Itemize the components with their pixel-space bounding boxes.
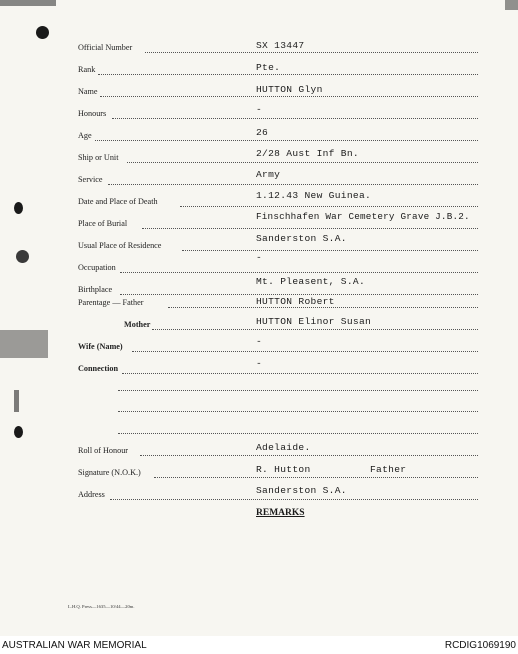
label-honours: Honours [78,109,107,118]
label-rank: Rank [78,65,96,74]
label-occupation: Occupation [78,263,116,272]
dotted-line [180,206,478,207]
value-age: 26 [256,127,269,138]
blank-line [118,433,478,434]
scan-smudge-top [0,0,56,6]
value-usual-place-of-residence: Sanderston S.A. [256,233,347,244]
label-roll-of-honour: Roll of Honour [78,446,129,455]
dotted-line [127,162,478,163]
scan-smudge-middle [0,330,48,358]
dotted-line [142,228,478,229]
value-ship-or-unit: 2/28 Aust Inf Bn. [256,148,359,159]
scan-smudge-right-top [505,0,518,10]
label-date-place-of-death: Date and Place of Death [78,197,158,206]
value-date-place-of-death: 1.12.43 New Guinea. [256,190,372,201]
dotted-line [132,351,478,352]
value-signature-relation: Father [370,464,407,475]
blank-line [118,390,478,391]
label-name: Name [78,87,98,96]
footer-record-id: RCDIG1069190 [444,640,516,651]
label-ship-or-unit: Ship or Unit [78,153,119,162]
dotted-line [122,373,478,374]
dotted-line [108,184,478,185]
label-connection: Connection [78,364,119,373]
dotted-line [98,74,478,75]
dotted-line [120,294,478,295]
label-service: Service [78,175,103,184]
value-name: HUTTON Glyn [256,84,323,95]
value-official-number: SX 13447 [256,40,305,51]
blank-line [118,411,478,412]
dotted-line [110,499,478,500]
value-service: Army [256,169,281,180]
dotted-line [100,96,478,97]
value-roll-of-honour: Adelaide. [256,442,311,453]
value-wife-name: - [256,336,263,347]
remarks-heading: REMARKS [256,508,305,518]
value-birthplace: Mt. Pleasent, S.A. [256,276,366,287]
label-parentage-father: Parentage — Father [78,298,144,307]
dotted-line [182,250,478,251]
label-age: Age [78,131,92,140]
footer-archive-name: AUSTRALIAN WAR MEMORIAL [2,640,147,651]
dotted-line [120,272,478,273]
value-address: Sanderston S.A. [256,485,347,496]
label-wife-name: Wife (Name) [78,342,123,351]
value-rank: Pte. [256,62,281,73]
dotted-line [145,52,478,53]
label-mother: Mother [124,320,151,329]
dotted-line [112,118,478,119]
label-usual-place-of-residence: Usual Place of Residence [78,241,162,250]
value-connection: - [256,358,263,369]
dotted-line [154,477,478,478]
value-honours: - [256,104,263,115]
value-parentage-father: HUTTON Robert [256,296,335,307]
label-official-number: Official Number [78,43,133,52]
printer-note: L.H.Q. Press—1635—10/44—20m. [68,604,135,609]
dotted-line [168,307,478,308]
scan-smudge-lower [14,390,19,412]
dotted-line [95,140,478,141]
value-signature-nok: R. Hutton [256,464,311,475]
punch-hole-lower [14,426,23,438]
label-address: Address [78,490,105,499]
label-place-of-burial: Place of Burial [78,219,128,228]
label-signature-nok: Signature (N.O.K.) [78,468,141,477]
dotted-line [140,455,478,456]
punch-hole-middle [16,250,29,263]
punch-hole-top [36,26,49,39]
value-occupation: - [256,252,263,263]
value-place-of-burial: Finschhafen War Cemetery Grave J.B.2. [256,211,470,222]
punch-hole-upper [14,202,23,214]
value-mother: HUTTON Elinor Susan [256,316,372,327]
dotted-line [152,329,478,330]
label-birthplace: Birthplace [78,285,113,294]
